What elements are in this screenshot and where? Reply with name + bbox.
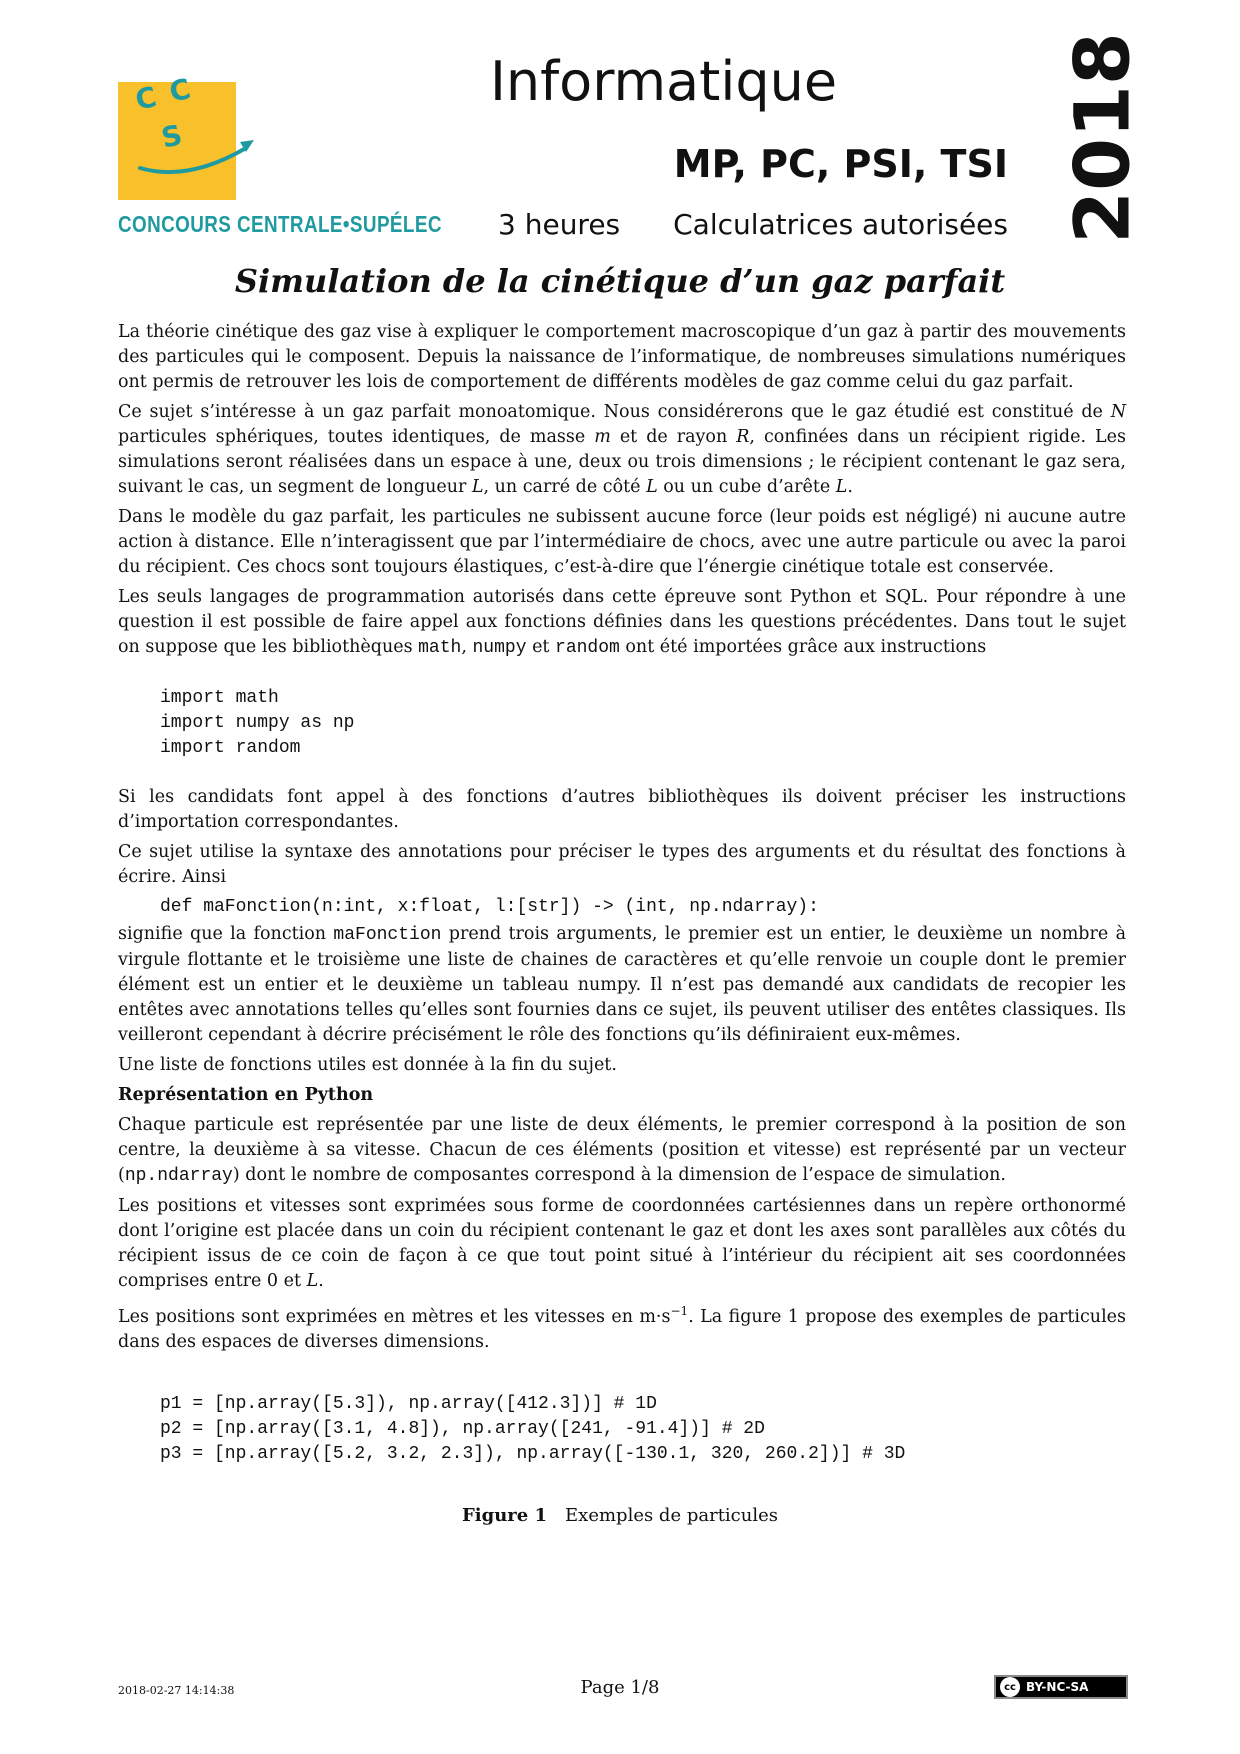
exam-year: 2018	[1057, 32, 1147, 244]
paragraph-other-libraries: Si les candidats font appel à des fonctions d’autres bibliothèques ils doivent préciser les instructions d’importation correspondantes.	[118, 787, 1126, 832]
paragraph-subject: Ce sujet s’intéresse à un gaz parfait monoatomique. Nous considérerons que le gaz étudié est constitué de N particules sphériques, toutes identiques, de masse m et de rayon R, confinées dans un récipient rigide. Les simulations seront réalisées dans un espace à une, deux ou trois dimensions ; le récipient contenant le gaz sera, suivant le cas, un segment de longueur L, un carré de côté L ou un cube d’arête L.	[118, 402, 1126, 497]
logo-text: CONCOURS CENTRALE•SUPÉLEC	[118, 211, 442, 237]
cc-icon: cc	[1000, 1677, 1020, 1697]
paragraph-intro: La théorie cinétique des gaz vise à expliquer le comportement macroscopique d’un gaz à partir des mouvements des particules qui le composent. Depuis la naissance de l’informatique, de nombreuses simulations numériques ont permis de retrouver les lois de comportement de différents modèles de gaz comme celui du gaz parfait.	[118, 322, 1126, 392]
paragraph-useful-functions: Une liste de fonctions utiles est donnée à la fin du sujet.	[118, 1055, 617, 1075]
license-text: BY-NC-SA	[1026, 1680, 1089, 1694]
subject-title: Informatique	[490, 50, 838, 113]
logo-mark	[118, 60, 278, 210]
figure-caption	[0, 1505, 1240, 1526]
exam-duration: 3 heures	[498, 208, 621, 241]
figure-caption-text: Exemples de particules	[565, 1505, 778, 1526]
document-title: Simulation de la cinétique d’un gaz parfait	[234, 262, 1006, 300]
paragraph-units: Les positions sont exprimées en mètres et les vitesses en $m\cdot s^{-1}$. La figure 1 propose des exemples de particules dans des espaces de diverses dimensions.	[118, 1304, 1127, 1352]
paragraph-annotations: Ce sujet utilise la syntaxe des annotations pour préciser le types des arguments et du résultat des fonctions à écrire. Ainsi	[118, 842, 1126, 887]
code-line: import math	[160, 688, 279, 708]
code-line: import numpy as np	[160, 713, 355, 733]
paragraph-languages: Les seuls langages de programmation autorisés dans cette épreuve sont Python et SQL. Pour répondre à une question il est possible de faire appel aux fonctions définies dans les questions précédentes. Dans tout le sujet on suppose que les bibliothèques math, numpy et random ont été importées grâce aux instructions	[118, 587, 1126, 658]
footer-timestamp: 2018-02-27 14:14:38	[118, 1684, 235, 1697]
exam-streams: MP, PC, PSI, TSI	[673, 142, 1008, 186]
figure-label: Figure 1	[462, 1505, 548, 1526]
code-line: import random	[160, 738, 301, 758]
code-line: p2 = [np.array([3.1, 4.8]), np.array([241, -91.4])] # 2D	[160, 1418, 765, 1439]
logo-swoosh	[140, 148, 246, 172]
paragraph-coordinates: Les positions et vitesses sont exprimées sous forme de coordonnées cartésiennes dans un repère orthonormé dont l’origine est placée dans un coin du récipient contenant le gaz et dont les axes sont parallèles aux côtés du récipient issus de ce coin de façon à ce que tout point situé à l’intérieur du récipient ait ses coordonnées comprises entre 0 et L.	[118, 1196, 1126, 1291]
paragraph-particle-representation: Chaque particule est représentée par une liste de deux éléments, le premier correspond à la position de son centre, la deuxième à sa vitesse. Chacun de ces éléments (position et vitesse) est représenté par un vecteur (np.ndarray) dont le nombre de composantes correspond à la dimension de l’espace de simulation.	[118, 1115, 1126, 1186]
license-badge[interactable]	[994, 1675, 1128, 1699]
code-line: p3 = [np.array([5.2, 3.2, 2.3]), np.array([-130.1, 320, 260.2])] # 3D	[160, 1443, 906, 1464]
import-code-block	[118, 686, 1126, 761]
calculators-note: Calculatrices autorisées	[673, 208, 1008, 241]
section-heading: Représentation en Python	[118, 1085, 374, 1105]
paragraph-annotation-meaning: signifie que la fonction maFonction prend trois arguments, le premier est un entier, le deuxième un nombre à virgule flottante et le troisième une liste de chaines de caractères et qu’elle renvoie un couple dont le premier élément est un entier et le deuxième un tableau numpy. Il n’est pas demandé aux candidats de recopier les entêtes avec annotations telles qu’elles sont fournies dans ce sujet, ils peuvent utiliser des entêtes classiques. Ils veilleront cependant à décrire précisément le rôle des fonctions qu’ils définiraient eux-mêmes.	[118, 924, 1126, 1045]
page-number: Page 1/8	[580, 1677, 660, 1698]
document-body	[118, 320, 1126, 1467]
def-code-line: def maFonction(n:int, x:float, l:[str]) -> (int, np.ndarray):	[160, 897, 819, 917]
code-line: p1 = [np.array([5.3]), np.array([412.3])] # 1D	[160, 1393, 657, 1414]
logo-letter-c2: C	[166, 72, 194, 109]
logo-letter-c1: C	[132, 80, 160, 117]
logo-letter-s: S	[158, 118, 186, 155]
paragraph-model: Dans le modèle du gaz parfait, les particules ne subissent aucune force (leur poids est négligé) ni aucune autre action à distance. Elle n’interagissent que par l’intermédiaire de chocs, avec une autre particule ou avec la paroi du récipient. Ces chocs sont toujours élastiques, c’est-à-dire que l’énergie cinétique totale est conservée.	[118, 507, 1126, 577]
example-code-block	[118, 1392, 1126, 1467]
